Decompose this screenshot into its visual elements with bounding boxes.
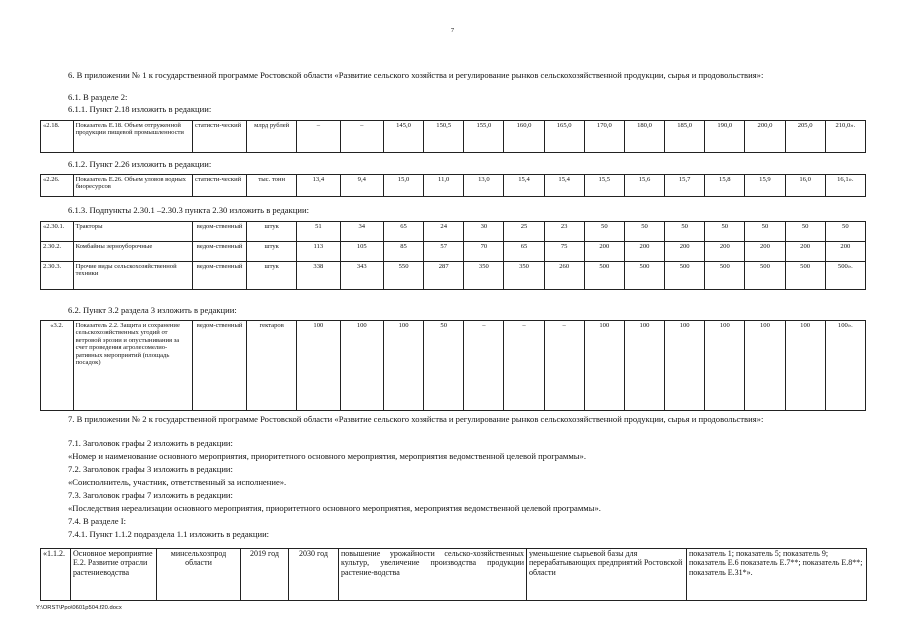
cell-value: 9,4 bbox=[340, 175, 383, 197]
cell-value: 500 bbox=[785, 262, 825, 290]
cell-value: 160,0 bbox=[504, 121, 544, 153]
cell-value: 13,4 bbox=[297, 175, 340, 197]
section-6-1-1: 6.1.1. Пункт 2.18 изложить в редакции: bbox=[68, 104, 212, 114]
cell-value: 15,4 bbox=[544, 175, 584, 197]
cell-num: 2.30.2. bbox=[41, 242, 74, 262]
cell-value: 190,0 bbox=[705, 121, 745, 153]
cell-value: 15,6 bbox=[624, 175, 664, 197]
section-7-2: 7.2. Заголовок графы 3 изложить в редакции: bbox=[68, 464, 233, 474]
cell-value: – bbox=[464, 321, 504, 411]
section-7-2-quote: «Соисполнитель, участник, ответственный за исполнение». bbox=[68, 477, 287, 487]
table-row bbox=[41, 121, 866, 153]
cell-num: «1.1.2. bbox=[41, 549, 71, 601]
cell-value: 13,0 bbox=[464, 175, 504, 197]
cell-value: 200 bbox=[624, 242, 664, 262]
cell-value: 113 bbox=[297, 242, 340, 262]
cell-name: Показатель Е.26. Объем уловов водных биоресурсов bbox=[73, 175, 192, 197]
cell-expected-result: повышение урожайности сельско-хозяйственных культур, увеличение производства продукции растение-водства bbox=[339, 549, 527, 601]
cell-value: 100 bbox=[785, 321, 825, 411]
cell-value: 170,0 bbox=[584, 121, 624, 153]
cell-value: 51 bbox=[297, 222, 340, 242]
cell-value: 200 bbox=[745, 242, 785, 262]
section-6-1-2: 6.1.2. Пункт 2.26 изложить в редакции: bbox=[68, 159, 212, 169]
cell-value: 210,0». bbox=[825, 121, 865, 153]
table-3-2 bbox=[40, 320, 866, 411]
cell-value: 15,4 bbox=[504, 175, 544, 197]
cell-value: 100 bbox=[624, 321, 664, 411]
cell-value: 100». bbox=[825, 321, 865, 411]
cell-value: 150,5 bbox=[424, 121, 464, 153]
cell-name: Тракторы bbox=[73, 222, 192, 242]
cell-value: 50 bbox=[745, 222, 785, 242]
cell-value: 260 bbox=[544, 262, 584, 290]
cell-name: Показатель Е.18. Объем отгруженной продукции пищевой промышленности bbox=[73, 121, 192, 153]
cell-value: 65 bbox=[383, 222, 423, 242]
cell-value: 15,7 bbox=[665, 175, 705, 197]
section-7-1-quote: «Номер и наименование основного мероприятия, приоритетного основного мероприятия, мероприятия ведомственной целевой программы». bbox=[68, 451, 587, 461]
cell-value: 200 bbox=[584, 242, 624, 262]
cell-value: 11,0 bbox=[424, 175, 464, 197]
cell-value: 50 bbox=[825, 222, 865, 242]
cell-value: 15,5 bbox=[584, 175, 624, 197]
cell-name: Показатель 2.2. Защита и сохранение сельскохозяйственных угодий от ветровой эрозии и опустынивания за счет проведения агролесомелио-ративных мероприятий (площадь посадок) bbox=[73, 321, 192, 411]
cell-name: Прочие виды сельскохозяйственной техники bbox=[73, 262, 192, 290]
table-row bbox=[41, 242, 866, 262]
cell-value: 200 bbox=[785, 242, 825, 262]
cell-value: 70 bbox=[464, 242, 504, 262]
cell-unit: штук bbox=[247, 242, 297, 262]
cell-value: 185,0 bbox=[665, 121, 705, 153]
cell-value: 105 bbox=[340, 242, 383, 262]
cell-unit: штук bbox=[247, 222, 297, 242]
page-number: 7 bbox=[450, 27, 455, 34]
cell-value: 287 bbox=[424, 262, 464, 290]
table-row bbox=[41, 222, 866, 242]
cell-value: 34 bbox=[340, 222, 383, 242]
cell-value: 500 bbox=[705, 262, 745, 290]
section-7-3-quote: «Последствия нереализации основного мероприятия, приоритетного основного мероприятия, мероприятия ведомственной целевой программы». bbox=[68, 503, 601, 513]
cell-value: 350 bbox=[504, 262, 544, 290]
cell-consequence: уменьшение сырьевой базы для перерабатывающих предприятий Ростовской области bbox=[527, 549, 687, 601]
section-7-1: 7.1. Заголовок графы 2 изложить в редакции: bbox=[68, 438, 233, 448]
cell-value: 50 bbox=[424, 321, 464, 411]
cell-value: – bbox=[340, 121, 383, 153]
cell-value: 23 bbox=[544, 222, 584, 242]
cell-value: 200,0 bbox=[745, 121, 785, 153]
cell-value: 350 bbox=[464, 262, 504, 290]
cell-value: 50 bbox=[665, 222, 705, 242]
cell-value: 50 bbox=[785, 222, 825, 242]
cell-value: 500 bbox=[665, 262, 705, 290]
cell-value: 500 bbox=[584, 262, 624, 290]
table-2-30 bbox=[40, 221, 866, 290]
cell-value: 100 bbox=[340, 321, 383, 411]
cell-value: 100 bbox=[584, 321, 624, 411]
cell-value: – bbox=[297, 121, 340, 153]
cell-type: ведом-ственный bbox=[192, 262, 246, 290]
cell-value: 30 bbox=[464, 222, 504, 242]
cell-value: 205,0 bbox=[785, 121, 825, 153]
cell-value: 500». bbox=[825, 262, 865, 290]
cell-indicators: показатель 1; показатель 5; показатель 9; показатель Е.6 показатель Е.7**; показатель Е.8**; показатель Е.31*». bbox=[687, 549, 867, 601]
cell-value: 75 bbox=[544, 242, 584, 262]
section-6-paragraph: 6. В приложении № 1 к государственной программе Ростовской области «Развитие сельского хозяйства и регулирование рынков сельскохозяйственной продукции, сырья и продовольствия»: bbox=[68, 70, 764, 80]
table-2-18 bbox=[40, 120, 866, 153]
cell-value: 57 bbox=[424, 242, 464, 262]
cell-value: 15,9 bbox=[745, 175, 785, 197]
cell-value: 24 bbox=[424, 222, 464, 242]
cell-type: статисти-ческий bbox=[192, 121, 246, 153]
cell-unit: гектаров bbox=[247, 321, 297, 411]
section-7-4: 7.4. В разделе I: bbox=[68, 516, 126, 526]
cell-type: ведом-ственный bbox=[192, 222, 246, 242]
cell-value: 100 bbox=[665, 321, 705, 411]
cell-name: Комбайны зерноуборочные bbox=[73, 242, 192, 262]
cell-value: 50 bbox=[705, 222, 745, 242]
cell-value: 180,0 bbox=[624, 121, 664, 153]
cell-value: 15,8 bbox=[705, 175, 745, 197]
cell-end-year: 2030 год bbox=[289, 549, 339, 601]
footer-file-path: Y:\ORST\Ppo\0601p504.f20.docx bbox=[36, 605, 122, 611]
table-2-26 bbox=[40, 174, 866, 197]
cell-value: 145,0 bbox=[383, 121, 423, 153]
section-7-paragraph: 7. В приложении № 2 к государственной программе Ростовской области «Развитие сельского хозяйства и регулирование рынков сельскохозяйственной продукции, сырья и продовольствия»: bbox=[68, 414, 764, 424]
cell-value: 16,1». bbox=[825, 175, 865, 197]
section-7-3: 7.3. Заголовок графы 7 изложить в редакции: bbox=[68, 490, 233, 500]
cell-value: 100 bbox=[705, 321, 745, 411]
cell-value: 100 bbox=[297, 321, 340, 411]
cell-type: статисти-ческий bbox=[192, 175, 246, 197]
section-7-4-1: 7.4.1. Пункт 1.1.2 подраздела 1.1 изложить в редакции: bbox=[68, 529, 270, 539]
section-6-2: 6.2. Пункт 3.2 раздела 3 изложить в редакции: bbox=[68, 305, 237, 315]
table-row bbox=[41, 321, 866, 411]
cell-value: – bbox=[544, 321, 584, 411]
cell-value: 65 bbox=[504, 242, 544, 262]
section-6-1: 6.1. В разделе 2: bbox=[68, 92, 128, 102]
table-row bbox=[41, 262, 866, 290]
cell-num: «2.26. bbox=[41, 175, 74, 197]
cell-value: 550 bbox=[383, 262, 423, 290]
cell-value: 50 bbox=[624, 222, 664, 242]
cell-num: «2.30.1. bbox=[41, 222, 74, 242]
cell-unit: млрд рублей bbox=[247, 121, 297, 153]
cell-value: – bbox=[504, 321, 544, 411]
section-6-1-3: 6.1.3. Подпункты 2.30.1 –2.30.3 пункта 2.30 изложить в редакции: bbox=[68, 205, 309, 215]
cell-value: 15,0 bbox=[383, 175, 423, 197]
cell-unit: тыс. тонн bbox=[247, 175, 297, 197]
cell-num: «3.2. bbox=[41, 321, 74, 411]
cell-value: 100 bbox=[383, 321, 423, 411]
cell-value: 100 bbox=[745, 321, 785, 411]
cell-value: 343 bbox=[340, 262, 383, 290]
cell-value: 25 bbox=[504, 222, 544, 242]
cell-value: 165,0 bbox=[544, 121, 584, 153]
cell-value: 16,0 bbox=[785, 175, 825, 197]
cell-value: 338 bbox=[297, 262, 340, 290]
cell-value: 155,0 bbox=[464, 121, 504, 153]
table-row bbox=[41, 175, 866, 197]
cell-executor: минсельхозпрод области bbox=[157, 549, 241, 601]
table-1-1-2 bbox=[40, 548, 867, 601]
cell-unit: штук bbox=[247, 262, 297, 290]
cell-value: 500 bbox=[745, 262, 785, 290]
cell-value: 500 bbox=[624, 262, 664, 290]
cell-type: ведом-ственный bbox=[192, 321, 246, 411]
cell-value: 200 bbox=[825, 242, 865, 262]
cell-num: «2.18. bbox=[41, 121, 74, 153]
cell-value: 200 bbox=[705, 242, 745, 262]
cell-measure-name: Основное мероприятие Е.2. Развитие отрасли растениеводства bbox=[71, 549, 157, 601]
cell-start-year: 2019 год bbox=[241, 549, 289, 601]
cell-value: 50 bbox=[584, 222, 624, 242]
cell-type: ведом-ственный bbox=[192, 242, 246, 262]
cell-value: 85 bbox=[383, 242, 423, 262]
cell-num: 2.30.3. bbox=[41, 262, 74, 290]
cell-value: 200 bbox=[665, 242, 705, 262]
table-row bbox=[41, 549, 867, 601]
